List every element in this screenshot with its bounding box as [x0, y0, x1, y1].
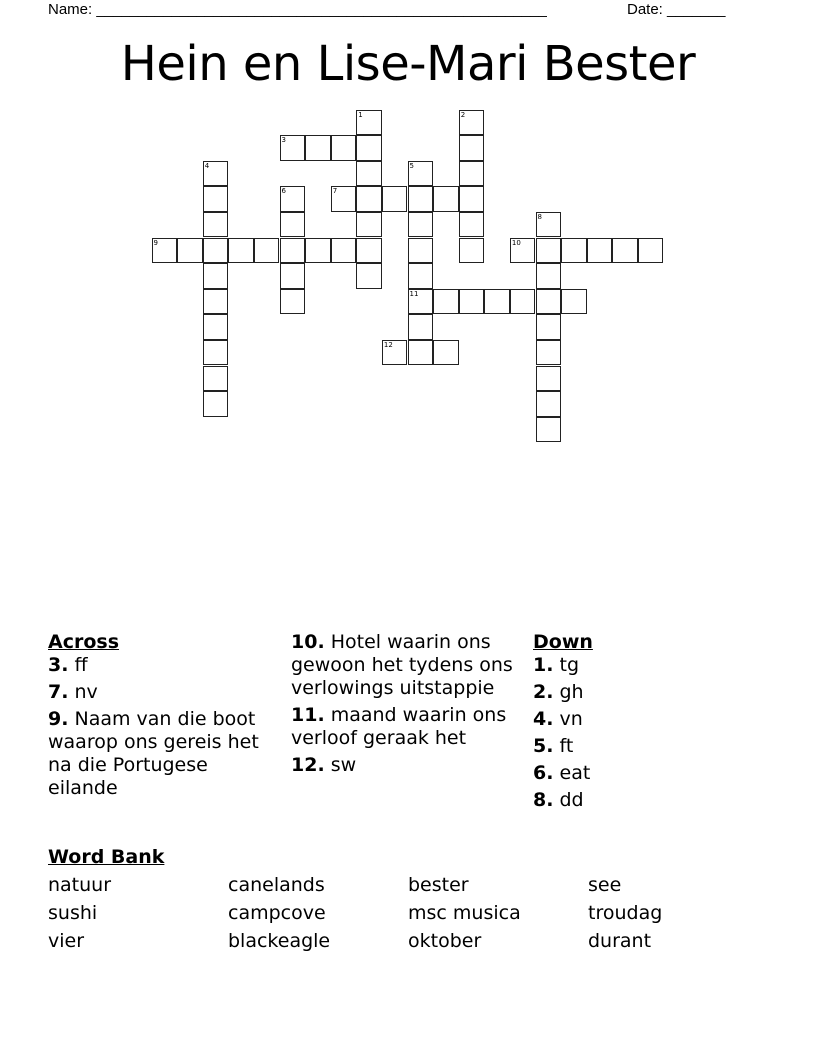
clue-text: eat: [559, 762, 591, 784]
grid-cell[interactable]: [536, 391, 562, 417]
clue-num: 1.: [533, 654, 554, 676]
grid-cell[interactable]: [536, 340, 562, 366]
clue: [48, 681, 268, 704]
grid-cell[interactable]: [203, 238, 229, 264]
grid-cell[interactable]: [612, 238, 638, 264]
grid-cell[interactable]: [203, 391, 229, 417]
clue-number: 9: [153, 238, 158, 247]
grid-cell[interactable]: [203, 366, 229, 392]
clue-text: ff: [74, 654, 88, 676]
clue-number: 4: [204, 161, 210, 170]
grid-cell[interactable]: [356, 238, 382, 264]
across-clues: [48, 631, 268, 804]
clue-num: 11.: [291, 704, 325, 726]
word-bank-item: durant: [588, 930, 652, 952]
word-bank-item: bester: [408, 874, 469, 896]
clue: [533, 708, 733, 731]
grid-cell[interactable]: [356, 186, 382, 212]
clue: [291, 704, 521, 750]
clue-num: 6.: [533, 762, 554, 784]
grid-cell[interactable]: [203, 263, 229, 289]
grid-cell[interactable]: [408, 340, 434, 366]
grid-cell[interactable]: [280, 186, 306, 212]
clue-text: Naam van die boot waarop ons gereis het na die Portugese eilande: [48, 708, 259, 799]
grid-cell[interactable]: [356, 212, 382, 238]
grid-cell[interactable]: [459, 212, 485, 238]
clue-number: 1: [358, 110, 363, 119]
clue-num: 9.: [48, 708, 69, 730]
grid-cell[interactable]: [536, 417, 562, 443]
grid-cell[interactable]: [408, 161, 434, 187]
grid-cell[interactable]: [459, 289, 485, 315]
clue-num: 2.: [533, 681, 554, 703]
clue-number: 6: [281, 187, 286, 196]
grid-cell[interactable]: [203, 289, 229, 315]
grid-cell[interactable]: [331, 238, 357, 264]
word-bank-item: canelands: [228, 874, 325, 896]
grid-cell[interactable]: [536, 366, 562, 392]
date-field: Date: _______: [627, 1, 726, 18]
grid-cell[interactable]: [356, 135, 382, 161]
grid-cell[interactable]: [561, 238, 587, 264]
clue: [48, 708, 268, 800]
grid-cell[interactable]: [536, 314, 562, 340]
clue-number: 12: [383, 340, 393, 349]
clue-text: ft: [559, 735, 574, 757]
clue: [533, 789, 733, 812]
grid-cell[interactable]: [177, 238, 203, 264]
grid-cell[interactable]: [356, 263, 382, 289]
clue: [48, 654, 268, 677]
grid-cell[interactable]: [484, 289, 510, 315]
grid-cell[interactable]: [408, 186, 434, 212]
grid-cell[interactable]: [203, 340, 229, 366]
clue-num: 3.: [48, 654, 69, 676]
word-bank-item: troudag: [588, 902, 663, 924]
grid-cell[interactable]: [433, 289, 459, 315]
clue-num: 5.: [533, 735, 554, 757]
grid-cell[interactable]: [408, 238, 434, 264]
grid-cell[interactable]: [203, 186, 229, 212]
clue-num: 12.: [291, 754, 325, 776]
word-bank-item: natuur: [48, 874, 112, 896]
word-bank-item: oktober: [408, 930, 482, 952]
grid-cell[interactable]: [305, 238, 331, 264]
grid-cell[interactable]: [305, 135, 331, 161]
grid-cell[interactable]: [356, 161, 382, 187]
name-field: Name: ______________________________________________________: [48, 1, 547, 18]
grid-cell[interactable]: [280, 135, 306, 161]
clue-num: 7.: [48, 681, 69, 703]
grid-cell[interactable]: [587, 238, 613, 264]
grid-cell[interactable]: [510, 289, 536, 315]
word-bank-item: campcove: [228, 902, 326, 924]
clue: [291, 631, 521, 700]
clue-num: 4.: [533, 708, 554, 730]
clue-num: 10.: [291, 631, 325, 653]
clue-text: Hotel waarin ons gewoon het tydens ons verlowings uitstappie: [291, 631, 513, 699]
grid-cell[interactable]: [433, 340, 459, 366]
grid-cell[interactable]: [280, 289, 306, 315]
clue-text: nv: [74, 681, 98, 703]
grid-cell[interactable]: [459, 186, 485, 212]
word-bank-item: sushi: [48, 902, 98, 924]
clue: [291, 754, 521, 777]
clue-number: 8: [537, 212, 542, 221]
clue-number: 5: [409, 161, 414, 170]
grid-cell[interactable]: [382, 186, 408, 212]
word-bank-item: see: [588, 874, 622, 896]
clue-text: dd: [559, 789, 584, 811]
grid-cell[interactable]: [459, 161, 485, 187]
clue-text: sw: [330, 754, 357, 776]
word-bank-item: vier: [48, 930, 85, 952]
grid-cell[interactable]: [459, 135, 485, 161]
clue: [533, 735, 733, 758]
grid-cell[interactable]: [408, 314, 434, 340]
clue-number: 10: [511, 238, 521, 247]
clue-text: vn: [559, 708, 583, 730]
across-heading: Across: [48, 631, 120, 653]
word-bank-item: blackeagle: [228, 930, 331, 952]
clue: [533, 681, 733, 704]
clue-text: tg: [559, 654, 580, 676]
down-clues: [533, 631, 733, 816]
clue-number: 3: [281, 136, 286, 145]
grid-cell[interactable]: [433, 186, 459, 212]
across-clues-continued: [291, 631, 521, 781]
grid-cell[interactable]: [280, 212, 306, 238]
clue: [533, 654, 733, 677]
word-bank-item: msc musica: [408, 902, 521, 924]
grid-cell[interactable]: [408, 263, 434, 289]
grid-cell[interactable]: [536, 289, 562, 315]
grid-cell[interactable]: [152, 238, 178, 264]
clue-number: 2: [460, 110, 466, 119]
grid-cell[interactable]: [536, 212, 562, 238]
grid-cell[interactable]: [254, 238, 280, 264]
grid-cell[interactable]: [638, 238, 664, 264]
grid-cell[interactable]: [536, 238, 562, 264]
grid-cell[interactable]: [203, 314, 229, 340]
clue-number: 11: [409, 289, 419, 298]
grid-cell[interactable]: [408, 289, 434, 315]
clue-text: maand waarin ons verloof geraak het: [291, 704, 507, 749]
grid-cell[interactable]: [331, 186, 357, 212]
grid-cell[interactable]: [459, 110, 485, 136]
grid-cell[interactable]: [280, 238, 306, 264]
grid-cell[interactable]: [382, 340, 408, 366]
page-title: Hein en Lise-Mari Bester: [120, 36, 696, 92]
clue-text: gh: [559, 681, 584, 703]
grid-cell[interactable]: [536, 263, 562, 289]
grid-cell[interactable]: [280, 263, 306, 289]
grid-cell[interactable]: [408, 212, 434, 238]
grid-cell[interactable]: [510, 238, 536, 264]
clue-number: 7: [332, 187, 338, 196]
clue-num: 8.: [533, 789, 554, 811]
grid-cell[interactable]: [203, 161, 229, 187]
grid-cell[interactable]: [228, 238, 254, 264]
grid-cell[interactable]: [331, 135, 357, 161]
grid-cell[interactable]: [356, 110, 382, 136]
grid-cell[interactable]: [459, 238, 485, 264]
grid-cell[interactable]: [203, 212, 229, 238]
grid-cell[interactable]: [561, 289, 587, 315]
clue: [533, 762, 733, 785]
down-heading: Down: [533, 631, 593, 653]
word-bank-heading: Word Bank: [48, 846, 165, 868]
